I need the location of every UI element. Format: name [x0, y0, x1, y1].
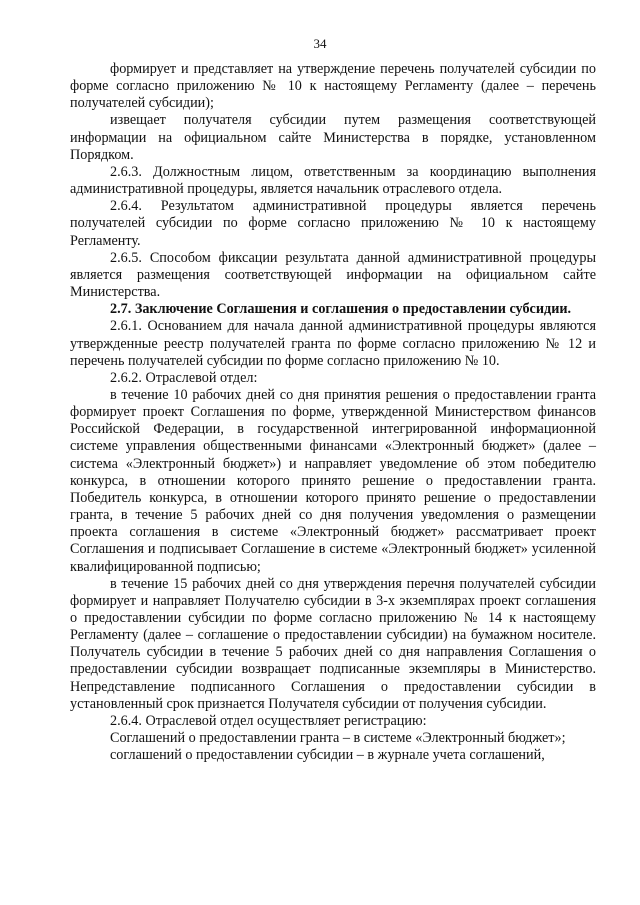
- paragraph: соглашений о предоставлении субсидии – в журнале учета соглашений,: [110, 747, 545, 764]
- paragraph: формирует и представляет на утверждение перечень получателей субсидии по форме согласно приложению № 10 к настоящему Регламенту (далее – перечень получателей субсидии);: [70, 61, 596, 112]
- paragraph: 2.6.4. Отраслевой отдел осуществляет регистрацию:: [110, 712, 427, 729]
- paragraph: извещает получателя субсидии путем размещения соответствующей информации на официальном сайте Министерства в порядке, установленном Порядком.: [70, 112, 596, 163]
- paragraph: в течение 10 рабочих дней со дня принятия решения о предоставлении гранта формирует проект Соглашения по форме, утвержденной Министерством финансов Российской Федерации, в государственной интегрированной информационной системе управления общественными финансами «Электронный бюджет» (далее – система «Электронный бюджет») и направляет уведомление об этом победителю конкурса, в отношении которого принято решение о предоставлении гранта. Победитель конкурса, в отношении которого принято решение о предоставлении гранта, в течение 5 рабочих дней со дня получения уведомления о размещении проекта соглашения в системе «Электронный бюджет» рассматривает проект Соглашения и подписывает Соглашение в системе «Электронный бюджет» усиленной квалифицированной подписью;: [70, 386, 596, 575]
- paragraph: 2.6.3. Должностным лицом, ответственным за координацию выполнения административной процедуры, является начальник отраслевого отдела.: [70, 163, 596, 198]
- document-body: [70, 61, 596, 764]
- paragraph: 2.6.5. Способом фиксации результата данной административной процедуры является размещения соответствующей информации на официальном сайте Министерства.: [70, 249, 596, 301]
- paragraph: 2.6.1. Основанием для начала данной административной процедуры являются утвержденные реестр получателей гранта по форме согласно приложению № 12 и перечень получателей субсидии по форме согласно приложению № 10.: [70, 318, 596, 369]
- paragraph: Соглашений о предоставлении гранта – в системе «Электронный бюджет»;: [110, 730, 566, 747]
- paragraph: в течение 15 рабочих дней со дня утверждения перечня получателей субсидии формирует и направляет Получателю субсидии в 3-х экземплярах проект соглашения о предоставлении субсидии по форме согласно приложению № 14 к настоящему Регламенту (далее – соглашение о предоставлении субсидии) на бумажном носителе. Получатель субсидии в течение 5 рабочих дней со дня направления Соглашения о предоставлении субсидии возвращает подписанные экземпляры в Министерство. Непредставление подписанного Соглашения о предоставлении субсидии в установленный срок признается Получателя субсидии от получения субсидии.: [70, 575, 596, 712]
- paragraph: 2.6.2. Отраслевой отдел:: [110, 369, 258, 386]
- paragraph: 2.6.4. Результатом административной процедуры является перечень получателей субсидии по форме согласно приложению № 10 к настоящему Регламенту.: [70, 198, 596, 249]
- page-number: 34: [313, 36, 327, 51]
- section-heading: 2.7. Заключение Соглашения и соглашения о предоставлении субсидии.: [110, 301, 572, 318]
